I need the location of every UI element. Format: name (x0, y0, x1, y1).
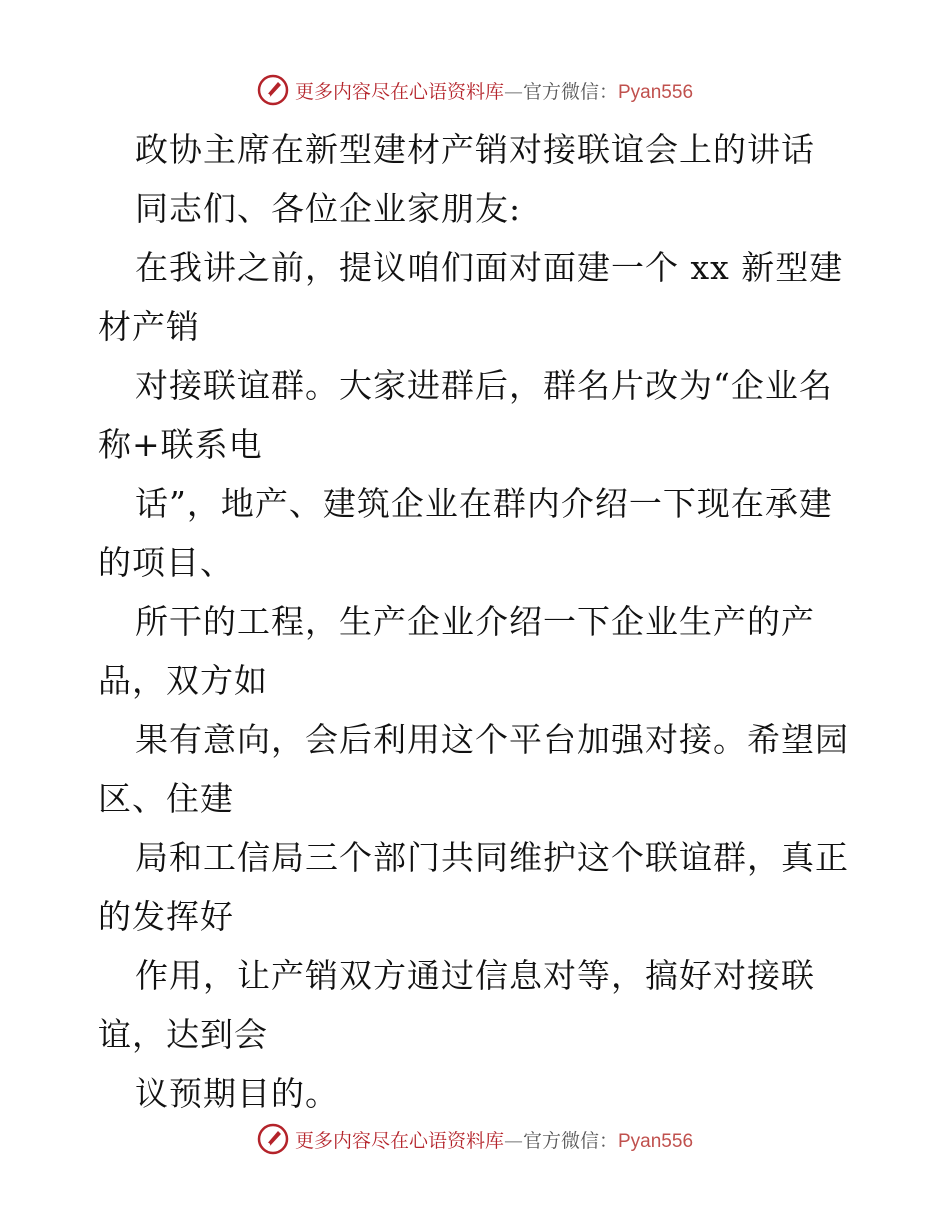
banner-wechat-label: 官方微信： (522, 1129, 618, 1152)
banner-brand: 更多内容尽在心语资料库 (294, 80, 504, 103)
paragraph-line: 作用，让产销双方通过信息对等，搞好对接联 (135, 956, 815, 995)
paragraph-line: 谊，达到会 (98, 1015, 268, 1054)
paragraph-line: 对接联谊群。大家进群后，群名片改为“企业名 (135, 366, 833, 405)
banner-dash: — (503, 80, 523, 103)
paragraph-line: 称+联系电 (98, 425, 263, 464)
document-body (98, 120, 858, 1123)
banner-wechat-label: 官方微信： (522, 80, 618, 103)
quill-seal-icon (257, 74, 289, 106)
paragraph-line: 局和工信局三个部门共同维护这个联谊群，真正 (135, 838, 849, 877)
footer-banner (0, 1119, 950, 1159)
paragraph-line: 所干的工程，生产企业介绍一下企业生产的产 (135, 602, 815, 641)
banner-dash: — (503, 1129, 523, 1152)
paragraph-line: 品，双方如 (98, 661, 268, 700)
paragraph-line: 的发挥好 (98, 897, 234, 936)
banner-wechat-id: Pyan556 (618, 81, 694, 103)
quill-seal-icon (257, 1123, 289, 1155)
paragraph-line: 话”，地产、建筑企业在群内介绍一下现在承建 (135, 484, 833, 523)
document-title: 政协主席在新型建材产销对接联谊会上的讲话 (135, 130, 815, 169)
banner-brand: 更多内容尽在心语资料库 (294, 1129, 504, 1152)
banner-text (295, 77, 693, 104)
paragraph-line: 在我讲之前，提议咱们面对面建一个 xx 新型建 (135, 248, 844, 287)
paragraph-line: 同志们、各位企业家朋友: (135, 189, 522, 228)
banner-wechat-id: Pyan556 (618, 1130, 694, 1152)
banner-text (295, 1126, 693, 1153)
paragraph-line: 的项目、 (98, 543, 234, 582)
paragraph-line: 区、住建 (98, 779, 234, 818)
header-banner (0, 70, 950, 110)
paragraph-line: 果有意向，会后利用这个平台加强对接。希望园 (135, 720, 849, 759)
paragraph-line: 材产销 (98, 307, 200, 346)
paragraph-line: 议预期目的。 (135, 1074, 339, 1113)
